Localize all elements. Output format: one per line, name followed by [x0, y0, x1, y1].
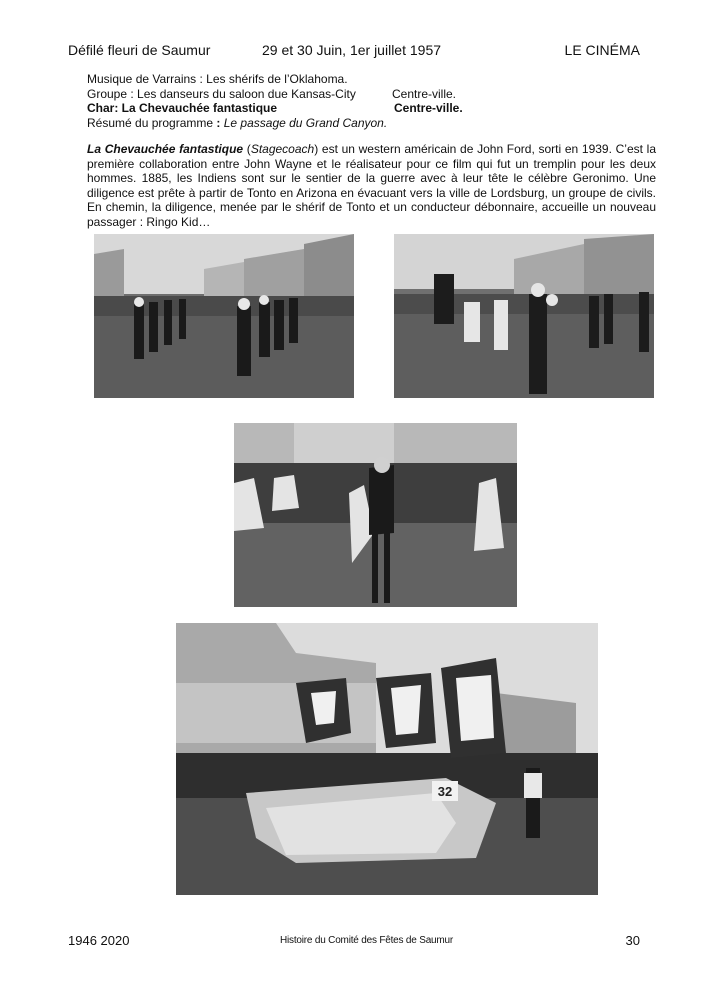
footer-years: 1946 2020	[68, 933, 130, 948]
photo-marching-band-left	[94, 234, 354, 398]
header-section: LE CINÉMA	[564, 42, 640, 58]
header-event-title: Défilé fleuri de Saumur	[68, 42, 211, 58]
summary-line	[87, 116, 387, 131]
float-line	[87, 101, 463, 116]
film-body-text: ) est un western américain de John Ford, sorti en 1939. C’est la première collaboration entre John Wayne et le réalisateur pour ce film qui fut un tremplin pour les deux hommes. 1885, les Indiens sont sur le sentier de la guerre avec à leur tête le célèbre Geronimo. Une diligence est prête à partir de Tonto en Arizona en évacuant vers la ville de Lordsburg, un groupe de civils. En chemin, la diligence, menée par le shérif de Tonto et un conducteur débonnaire, accueille un nouveau passager : Ringo Kid…	[87, 142, 657, 229]
page-footer	[68, 933, 640, 951]
group-line	[87, 86, 457, 102]
music-text: Musique de Varrains : Les shérifs de l’Oklahoma.	[87, 72, 348, 86]
float-text: Char: La Chevauchée fantastique	[87, 101, 278, 115]
header-dates: 29 et 30 Juin, 1er juillet 1957	[262, 42, 442, 58]
program-info	[87, 72, 463, 130]
film-original-title: Stagecoach	[250, 142, 315, 156]
page-header	[68, 42, 640, 60]
float-number-plate: 32	[437, 784, 453, 799]
film-title: La Chevauchée fantastique	[87, 142, 244, 156]
summary-value: Le passage du Grand Canyon.	[223, 115, 388, 130]
music-line	[87, 72, 387, 87]
paren-open: (	[243, 142, 251, 156]
photo-marching-band-right	[394, 234, 654, 398]
photo-saloon-dancers	[234, 423, 517, 607]
group-text: Groupe : Les danseurs du saloon due Kansas-City	[87, 86, 356, 101]
page-number: 30	[625, 933, 640, 948]
summary-label: Résumé du programme	[87, 115, 217, 130]
float-location: Centre-ville.	[394, 101, 463, 115]
footer-book-title: Histoire du Comité des Fêtes de Saumur	[280, 935, 454, 946]
film-description	[87, 142, 656, 230]
photo-stagecoach-float	[176, 623, 598, 895]
summary-colon: :	[216, 115, 224, 130]
group-location: Centre-ville.	[392, 86, 457, 101]
